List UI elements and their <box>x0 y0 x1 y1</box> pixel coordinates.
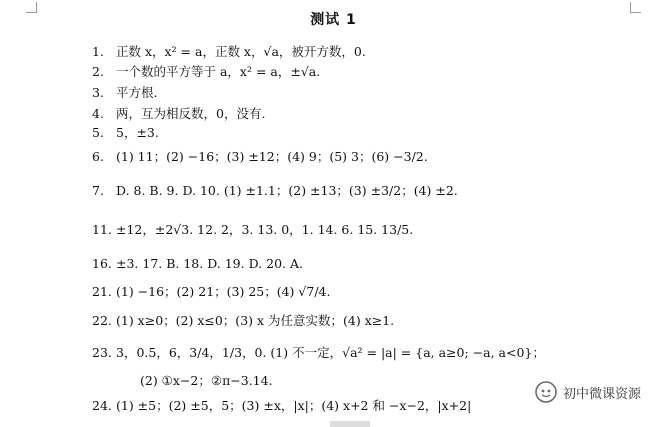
answer-line <box>92 85 157 101</box>
answer-number: 3. <box>92 85 104 100</box>
page-footer-fragment <box>330 421 370 427</box>
answer-text: 正数 x，x² = a，正数 x，√a，被开方数，0. <box>116 44 366 59</box>
answer-number: 22. <box>92 313 112 328</box>
answer-line <box>92 44 366 60</box>
watermark <box>529 378 647 406</box>
answer-text: (1) ±5；(2) ±5，5；(3) ±x，|x|；(4) x+2 和 −x−2，|x+2| <box>116 398 472 413</box>
answer-number: 2. <box>92 64 104 79</box>
page-title: 测试 1 <box>310 12 357 28</box>
wechat-icon <box>535 381 557 403</box>
answer-text: (2) ①x−2；②π−3.14. <box>140 373 273 388</box>
answer-number: 11. <box>92 222 112 237</box>
answer-text: 3，0.5，6，3/4，1/3，0. (1) 不一定，√a² = |a| = {a, a≥0; −a, a<0}； <box>116 345 545 360</box>
answer-line <box>92 64 320 80</box>
answer-number: 7. <box>92 183 104 198</box>
answer-text: 平方根. <box>116 85 158 100</box>
answer-number: 6. <box>92 149 104 164</box>
answer-line <box>92 125 159 141</box>
answer-line <box>92 345 545 361</box>
answer-text: (1) x≥0；(2) x≤0；(3) x 为任意实数；(4) x≥1. <box>116 313 395 328</box>
answer-text: ±3. 17. B. 18. D. 19. D. 20. A. <box>116 256 303 271</box>
answer-line <box>92 222 413 238</box>
answer-text: D. 8. B. 9. D. 10. (1) ±1.1；(2) ±13；(3) ±3/2；(4) ±2. <box>116 183 458 198</box>
answer-line <box>116 373 273 389</box>
answer-number: 4. <box>92 106 104 121</box>
answer-text: 一个数的平方等于 a，x² = a，±√a. <box>116 64 321 79</box>
answer-text: (1) −16；(2) 21；(3) 25；(4) √7/4. <box>116 284 331 299</box>
answer-number: 21. <box>92 284 112 299</box>
answer-number: 16. <box>92 256 112 271</box>
answer-number: 5. <box>92 125 104 140</box>
answer-number: 1. <box>92 44 104 59</box>
answer-text: 两，互为相反数，0，没有. <box>116 106 266 121</box>
answer-line <box>92 106 265 122</box>
answer-text: ±12，±2√3. 12. 2，3. 13. 0，1. 14. 6. 15. 13/5. <box>116 222 414 237</box>
answer-line <box>92 398 471 414</box>
answer-number: 23. <box>92 345 112 360</box>
answer-line <box>92 284 330 300</box>
answer-line <box>92 183 458 199</box>
answer-text: 5，±3. <box>116 125 159 140</box>
watermark-text: 初中微课资源 <box>562 386 641 402</box>
answer-line <box>92 256 303 272</box>
answer-line <box>92 149 428 165</box>
answer-line <box>92 313 394 329</box>
answer-text: (1) 11；(2) −16；(3) ±12；(4) 9；(5) 3；(6) −3/2. <box>116 149 428 164</box>
answer-number: 24. <box>92 398 112 413</box>
